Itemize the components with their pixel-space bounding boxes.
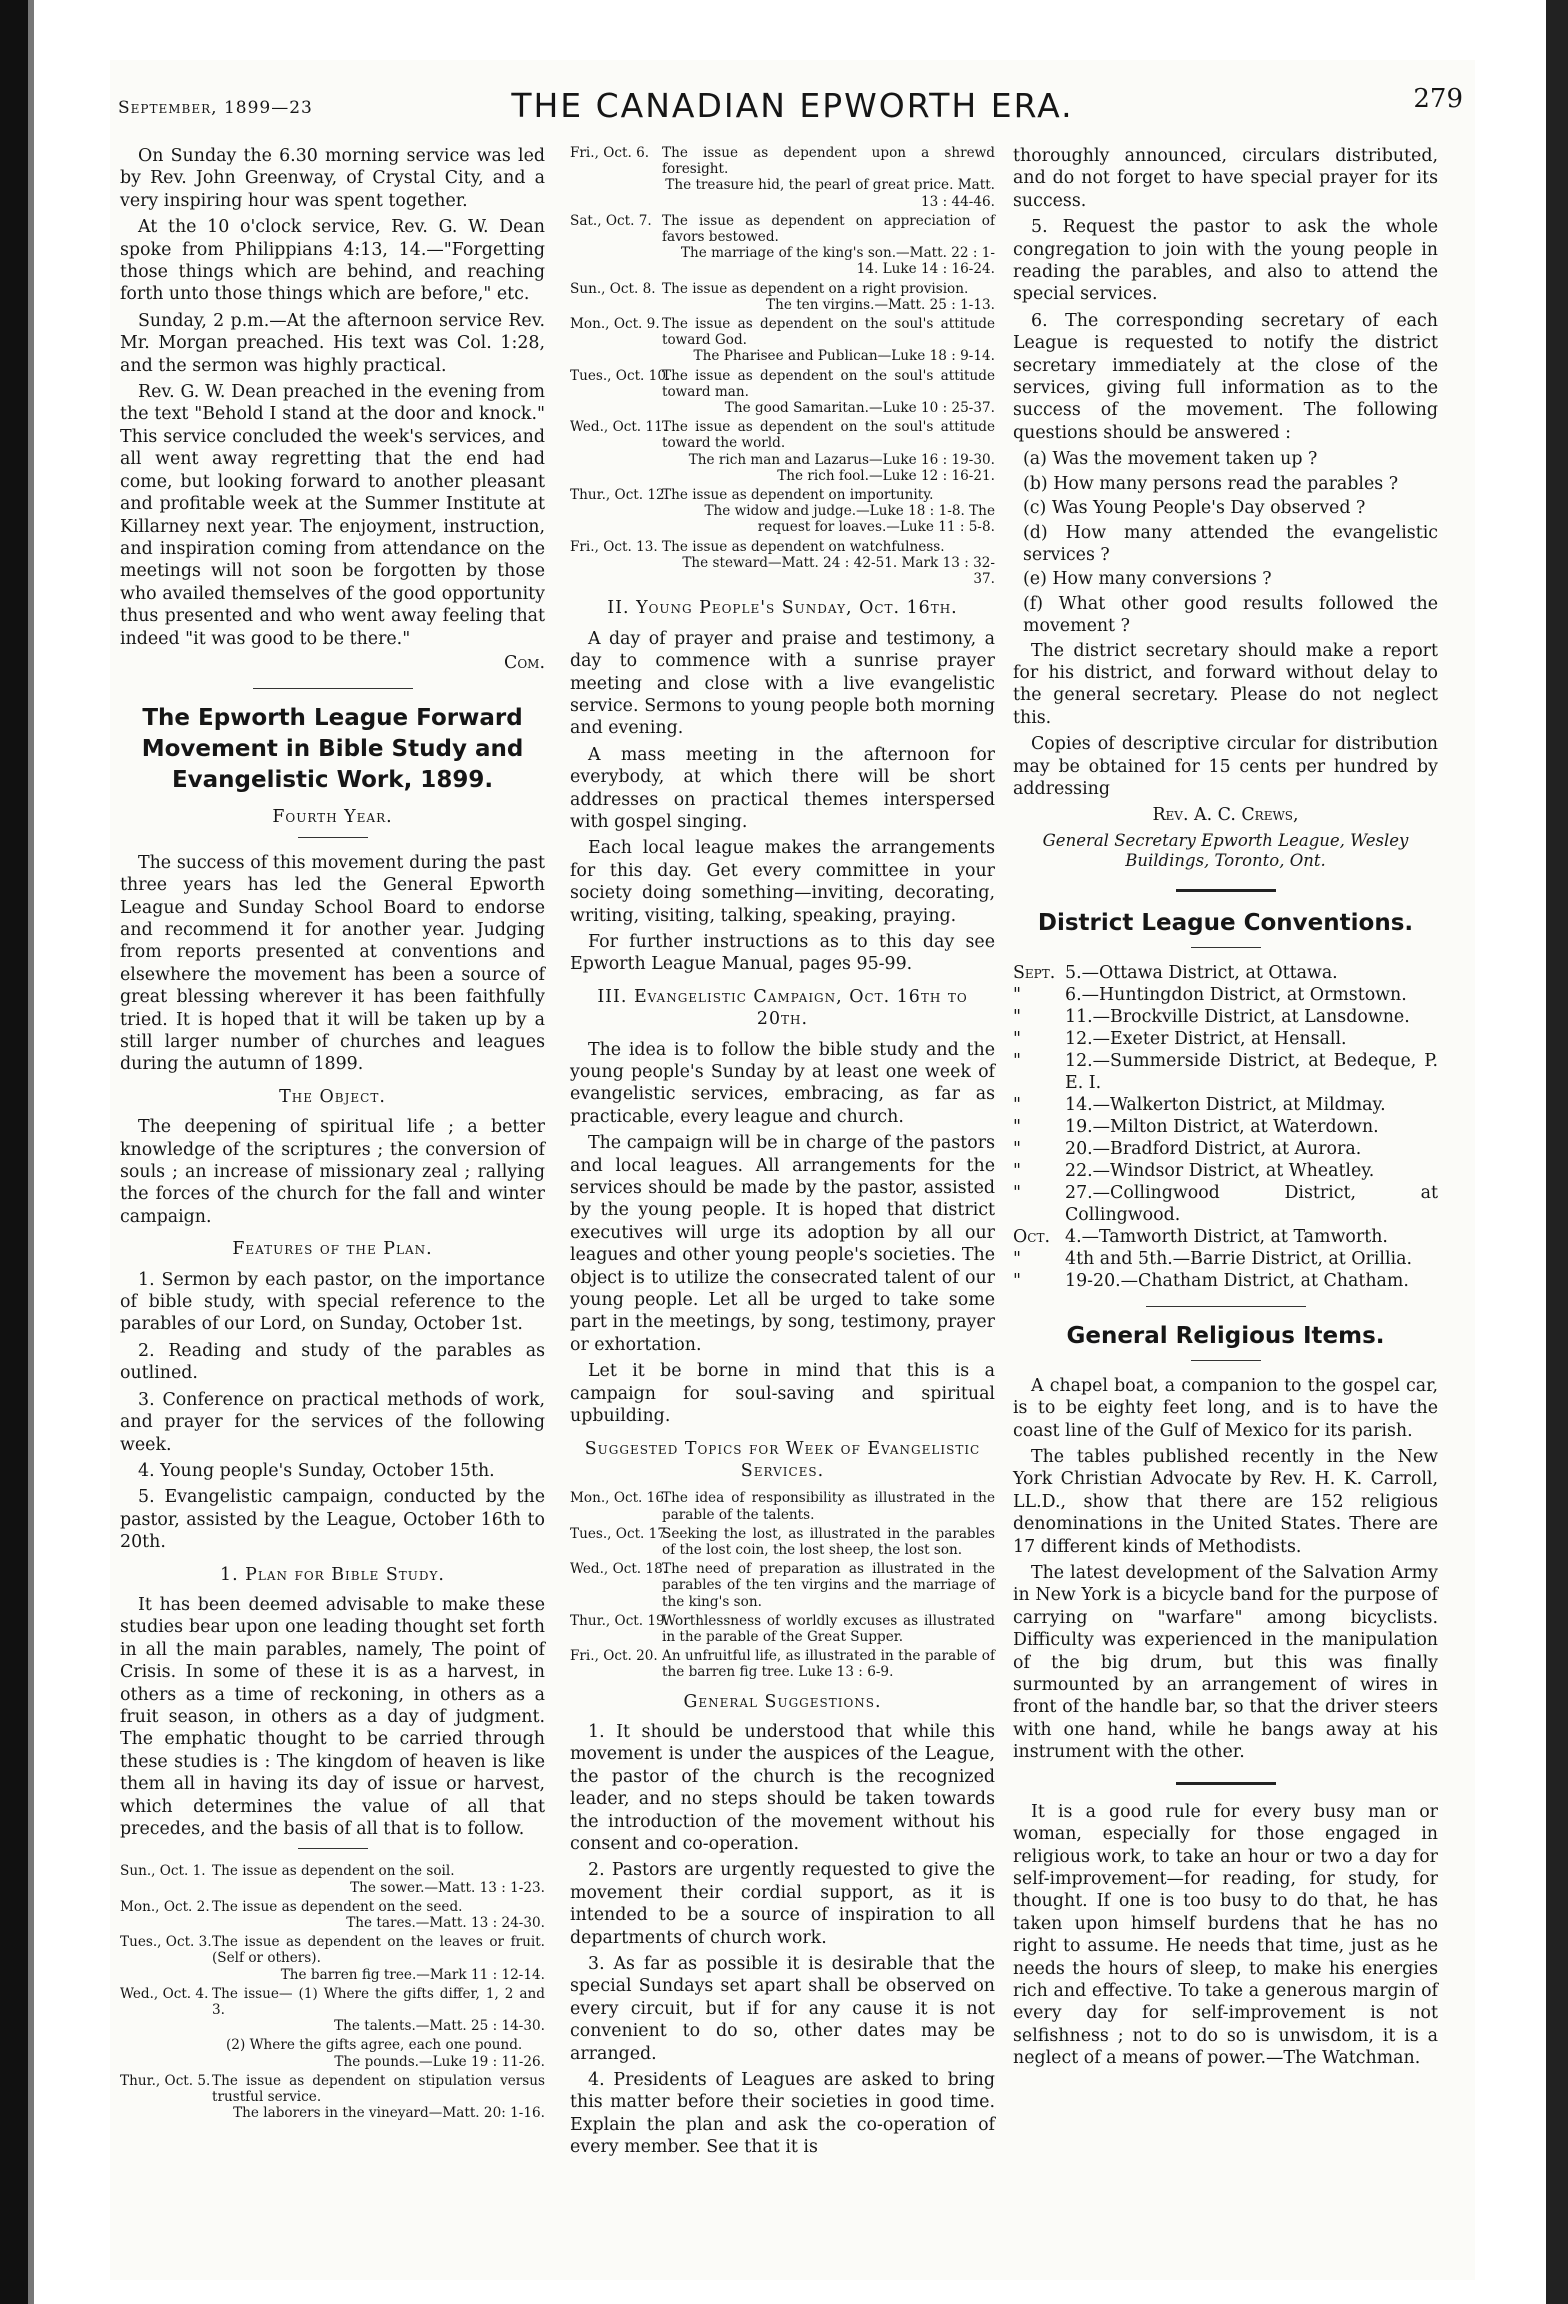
topic-day: Mon., Oct. 16. [570,1490,669,1507]
evangelistic-topics [570,1490,995,1680]
schedule-day: Sat., Oct. 7. [570,212,652,229]
schedule-row [570,213,995,278]
topic-text: The need of preparation as illustrated in the parables of the ten virgins and the marriage of the king's son. [662,1561,995,1610]
schedule-row [570,368,995,417]
topic-day: Thur., Oct. 19. [570,1612,670,1629]
issue-date: September, 1899—23 [118,98,313,118]
paragraph: The tables published recently in the New York Christian Advocate by Rev. H. K. Carroll, LL.D., show that there are 152 religious denominations in the United States. There are 17 different kinds of Methodists. [1013,1447,1438,1557]
schedule-reference: The laborers in the vineyard—Matt. 20: 1-16. [233,2105,545,2122]
topic-text: Seeking the lost, as illustrated in the parables of the lost coin, the lost sheep, the lost son. [662,1525,995,1558]
question-item: (e) How many conversions ? [1023,569,1272,590]
schedule-day: Thur., Oct. 5. [120,2072,211,2089]
convention-row [1013,1160,1438,1182]
schedule-reference: The rich man and Lazarus—Luke 16 : 19-30. The rich fool.—Luke 12 : 16-21. [688,451,995,484]
convention-month: " [1013,1006,1021,1027]
page-header [110,78,1475,138]
schedule-reference: The widow and judge.—Luke 18 : 1-8. The request for loaves.—Luke 11 : 5-8. [704,503,995,536]
column-1 [120,145,545,2131]
section-heading: II. Young People's Sunday, Oct. 16th. [607,598,958,619]
divider [1191,1360,1261,1361]
topic-text: An unfruitful life, as illustrated in the parable of the barren fig tree. Luke 13 : 6-9. [662,1648,995,1681]
paragraph: The success of this movement during the past three years has led the General Epworth League and Sunday School Board to endorse and recommend it for another year. Judging from reports presented at conventions and elsewhere the movement has been a source of great blessing wherever it has been faithfully tried. It is hoped that it will be taken up by a still larger number of churches and leagues during the autumn of 1899. [120,852,545,1075]
convention-text: 6.—Huntingdon District, at Ormstown. [1065,984,1407,1005]
convention-month: Oct. [1013,1226,1050,1247]
convention-text: 20.—Bradford District, at Aurora. [1065,1138,1362,1159]
paragraph: 4. Presidents of Leagues are asked to bring this matter before their societies in good time. Explain the plan and ask the co-operation of every member. See that it is [570,2070,995,2158]
list-item: 4. Young people's Sunday, October 15th. [138,1460,495,1481]
convention-row [1013,1094,1438,1116]
topic-row [570,1648,995,1680]
paragraph: The district secretary should make a report for his district, and forward without delay to the general secretary. Please do not neglect this. [1013,640,1438,728]
schedule-row [120,1863,545,1895]
schedule-row [570,281,995,313]
convention-text: 4th and 5th.—Barrie District, at Orillia. [1065,1248,1413,1269]
topic-row [570,1561,995,1610]
paragraph: Let it be borne in mind that this is a campaign for soul-saving and spiritual upbuilding. [570,1361,995,1427]
list-item: 3. Conference on practical methods of work, and prayer for the services of the following week. [120,1389,545,1455]
convention-month: " [1013,1160,1021,1181]
convention-row [1013,1028,1438,1050]
convention-month: " [1013,1182,1021,1203]
section-title: District League Conventions. [1037,909,1414,936]
schedule-reference: The tares.—Matt. 13 : 24-30. [346,1915,545,1932]
schedule-day: Wed., Oct. 4. [120,1985,209,2002]
paragraph: Sunday, 2 p.m.—At the afternoon service Rev. Mr. Morgan preached. His text was Col. 1:28, and the sermon was highly practical. [120,310,545,376]
paragraph: For further instructions as to this day see Epworth League Manual, pages 95-99. [570,931,995,975]
paragraph: thoroughly announced, circulars distributed, and do not forget to have special prayer for its success. [1013,146,1438,211]
section-heading: Features of the Plan. [232,1239,433,1260]
paragraph: The deepening of spiritual life ; a better knowledge of the scriptures ; the conversion of souls ; an increase of missionary zeal ; rallying the forces of the church for the fall and winter campaign. [120,1117,545,1227]
topic-day: Tues., Oct. 17. [570,1525,671,1542]
schedule-reference: The Pharisee and Publican—Luke 18 : 9-14. [693,348,995,365]
schedule-text: The issue as dependent on the soul's attitude toward God. [662,316,995,349]
convention-row [1013,1050,1438,1094]
conventions-list [1013,962,1438,1292]
list-item: 1. Sermon by each pastor, on the importance of bible study, with special reference to the parables of our Lord, on Sunday, October 1st. [120,1269,545,1335]
divider [253,688,413,689]
topic-row [570,1613,995,1645]
schedule-text: The issue as dependent on appreciation of favors bestowed. [662,212,995,246]
list-item: 5. Evangelistic campaign, conducted by the pastor, assisted by the League, October 16th to 20th. [120,1487,545,1553]
topic-text: Worthlessness of worldly excuses as illustrated in the parable of the Great Supper. [662,1612,995,1645]
schedule-reference: The sower.—Matt. 13 : 1-23. [350,1879,545,1896]
paragraph: On Sunday the 6.30 morning service was led by Rev. John Greenway, of Crystal City, and a very inspiring hour was spent together. [120,146,545,211]
schedule-row [120,1899,545,1931]
schedule-reference: The good Samaritan.—Luke 10 : 25-37. [724,400,995,417]
convention-month: " [1013,1248,1021,1269]
paragraph: Rev. G. W. Dean preached in the evening from the text "Behold I stand at the door and knock." This service concluded the week's services, and all went away regretting that the end had come, but looking forward to another pleasant and profitable week at the Summer Institute at Killarney next year. The enjoyment, instruction, and inspiration coming from attendance on the meetings will not soon be forgotten by those who availed themselves of the good opportunity thus presented and who went away feeling that indeed "it was good to be there." [120,382,545,649]
schedule-text: The issue as dependent on stipulation versus trustful service. [212,2072,545,2106]
convention-text: 19.—Milton District, at Waterdown. [1065,1116,1379,1137]
newspaper-page [110,60,1475,2280]
divider [1146,1306,1306,1307]
topic-row [570,1526,995,1558]
convention-text: 22.—Windsor District, at Wheatley. [1065,1160,1375,1181]
convention-text: 12.—Summerside District, at Bedeque, P. E. I. [1065,1050,1438,1093]
schedule-text: The issue as dependent upon a shrewd foresight. [662,145,995,178]
scan-border-left [0,0,28,2304]
convention-month: " [1013,1050,1021,1071]
publication-title: THE CANADIAN EPWORTH ERA. [511,86,1074,125]
convention-month: " [1013,1094,1021,1115]
convention-row [1013,1270,1438,1292]
section-heading: Fourth Year. [272,807,393,828]
paragraph: 3. As far as possible it is desirable that the special Sundays set apart shall be observed on every circuit, but if for any cause it is not convenient to do so, other dates may be arranged. [570,1954,995,2064]
schedule-row [570,487,995,536]
convention-row [1013,962,1438,984]
paragraph: The idea is to follow the bible study and the young people's Sunday by at least one week of evangelistic services, embracing, as far as practicable, every league and church. [570,1039,995,1127]
convention-month: " [1013,1116,1021,1137]
convention-row [1013,1248,1438,1270]
topic-text: The idea of responsibility as illustrated in the parable of the talents. [662,1490,995,1523]
convention-month: " [1013,1270,1021,1291]
schedule-day: Mon., Oct. 2. [120,1898,210,1915]
schedule-reference: The pounds.—Luke 19 : 11-26. [334,2053,545,2070]
convention-month: " [1013,1028,1021,1049]
article-title: The Epworth League Forward Movement in Bible Study and Evangelistic Work, 1899. [141,705,524,794]
divider [1176,889,1276,892]
convention-month: " [1013,984,1021,1005]
question-item: (b) How many persons read the parables ? [1023,473,1399,494]
schedule-text: The issue as dependent on the soul's attitude toward man. [662,367,995,400]
schedule-text: The issue as dependent on importunity. [662,487,934,504]
column-2 [570,145,995,2163]
paragraph: The latest development of the Salvation Army in New York is a bicycle band for the purpose of carrying on "warfare" among bicyclists. Difficulty was experienced in the manipulation of the big drum, but this was finally surmounted by an arrangement of wires in front of the handle bar, so that the driver steers with one hand, while he bangs away at his instrument with the other. [1013,1563,1438,1763]
convention-text: 5.—Ottawa District, at Ottawa. [1065,962,1338,983]
convention-text: 11.—Brockville District, at Lansdowne. [1065,1006,1410,1027]
column-3 [1013,145,1438,2074]
schedule-row [120,2037,545,2069]
schedule-text: The issue as dependent on a right provision. [662,280,969,297]
list-item: 2. Reading and study of the parables as outlined. [120,1340,545,1384]
schedule-row [120,1934,545,1983]
divider [298,1848,368,1849]
convention-text: 4.—Tamworth District, at Tamworth. [1065,1226,1388,1247]
paragraph: At the 10 o'clock service, Rev. G. W. Dean spoke from Philippians 4:13, 14.—"Forgetting those things which are behind, and reaching forth unto those things which are before," etc. [120,217,545,305]
divider [1191,947,1261,948]
signature-title: General Secretary Epworth League, Wesley Buildings, Toronto, Ont. [1042,830,1409,870]
paragraph: Each local league makes the arrangements for this day. Get every committee in your society doing something—inviting, decorating, writing, visiting, talking, speaking, praying. [570,838,995,926]
schedule-row [120,2073,545,2122]
paragraph: It is a good rule for every busy man or woman, especially for those engaged in religious work, to take an hour or two a day for self-improvement—for reading, for study, for thought. If one is too busy to do that, he has taken upon himself burdens that he has no right to assume. He needs that time, just as he needs the hours of sleep, to make his energies rich and effective. To take a generous margin of every day for self-improvement is not selfishness ; not to do so is unwisdom, it is a neglect of a means of power.—The Watchman. [1013,1801,1438,2069]
paragraph: A day of prayer and praise and testimony, a day to commence with a sunrise prayer meeting and close with a live evangelistic service. Sermons to young people both morning and evening. [570,628,995,739]
schedule-day: Tues., Oct. 10. [570,367,671,384]
schedule-row [570,145,995,210]
convention-row [1013,984,1438,1006]
convention-row [1013,1116,1438,1138]
section-heading: Suggested Topics for Week of Evangelistic Services. [584,1438,981,1481]
scan-border-gutter [28,0,34,2304]
schedule-day [120,2037,212,2069]
paragraph: Copies of descriptive circular for distribution may be obtained for 15 cents per hundred by addressing [1013,734,1438,799]
schedule-text: The issue as dependent on the soil. [212,1863,455,1880]
schedule-text: The issue as dependent on the leaves or fruit. (Self or others). [212,1934,545,1967]
convention-month: Sept. [1013,962,1056,983]
schedule-day: Fri., Oct. 6. [570,145,650,161]
section-title: General Religious Items. [1066,1322,1385,1349]
section-heading: 1. Plan for Bible Study. [220,1564,445,1585]
paragraph: 2. Pastors are urgently requested to give the movement their cordial support, as it is intended to be a source of inspiration to all departments of church work. [570,1860,995,1948]
schedule-day: Tues., Oct. 3. [120,1934,212,1951]
schedule-text: (2) Where the gifts agree, each one pound. [226,2037,523,2054]
convention-row [1013,1138,1438,1160]
schedule-reference: The ten virgins.—Matt. 25 : 1-13. [766,296,995,313]
schedule-reference: The treasure hid, the pearl of great price. Matt. 13 : 44-46. [665,177,995,210]
question-item: (c) Was Young People's Day observed ? [1023,498,1366,519]
divider [298,837,368,838]
paragraph: A mass meeting in the afternoon for everybody, at which there will be short addresses on practical themes interspersed with gospel singing. [570,744,995,832]
question-item: (d) How many attended the evangelistic services ? [1023,522,1438,565]
paragraph: 5. Request the pastor to ask the whole congregation to join with the young people in reading the parables, and also to attend the special services. [1013,217,1438,305]
schedule-text: The issue as dependent on watchfulness. [662,538,945,555]
schedule-reference: The barren fig tree.—Mark 11 : 12-14. [280,1966,545,1983]
paragraph: The campaign will be in charge of the pastors and local leagues. All arrangements for the services should be made by the pastor, assisted by the young people. It is hoped that district executives will urge its adoption by all our leagues and other young people's societies. The object is to utilize the consecrated talent of our young people. Let all be urged to take some part in the meetings, by song, testimony, prayer or exhortation. [570,1133,995,1355]
schedule-row [570,419,995,484]
paragraph: It has been deemed advisable to make these studies bear upon one leading thought set forth in all the main parables, namely, The point of Crisis. In some of these it is as a harvest, in others as a time of reckoning, in others as a fruit season, in others as a day of judgment. The emphatic thought to be carried through these studies is : The kingdom of heaven is like them all in having its day of issue or harvest, which determines the value of all that precedes, and the basis of all that is to follow. [120,1594,545,1839]
section-heading: General Suggestions. [683,1691,882,1712]
topic-day: Fri., Oct. 20. [570,1648,658,1665]
schedule-reference: The marriage of the king's son.—Matt. 22 : 1-14. Luke 14 : 16-24. [680,245,995,278]
paragraph: 6. The corresponding secretary of each League is requested to notify the district secretary immediately at the close of the services, giving full information as to the success of the movement. The following questions should be answered : [1013,310,1438,443]
convention-row [1013,1006,1438,1028]
question-item: (f) What other good results followed the movement ? [1023,593,1438,637]
bible-study-schedule-continued [570,145,995,587]
schedule-day: Fri., Oct. 13. [570,538,658,555]
convention-text: 14.—Walkerton District, at Mildmay. [1065,1094,1386,1115]
schedule-text: The issue as dependent on the seed. [212,1898,463,1915]
topic-day: Wed., Oct. 18. [570,1561,668,1578]
convention-text: 19-20.—Chatham District, at Chatham. [1065,1270,1409,1291]
schedule-row [570,316,995,365]
schedule-day: Sun., Oct. 8. [570,280,656,297]
signature: Com. [504,652,545,673]
question-item: (a) Was the movement taken up ? [1023,449,1318,470]
schedule-day: Wed., Oct. 11. [570,419,668,436]
schedule-day: Thur., Oct. 12. [570,487,670,504]
scan-border-right [1546,0,1568,2304]
paragraph: 1. It should be understood that while this movement is under the auspices of the League, the pastor of the church is the recognized leader, and no steps should be taken towards the introduction of the movement without his consent and co-operation. [570,1721,995,1854]
convention-text: 12.—Exeter District, at Hensall. [1065,1028,1347,1049]
schedule-day: Mon., Oct. 9. [570,316,660,333]
schedule-reference: The steward—Matt. 24 : 42-51. Mark 13 : 32-37. [682,554,995,588]
schedule-day: Sun., Oct. 1. [120,1863,206,1880]
convention-row [1013,1182,1438,1226]
divider [1176,1782,1276,1785]
schedule-row [570,539,995,588]
section-heading: The Object. [279,1086,386,1107]
convention-text: 27.—Collingwood District, at Collingwood. [1065,1182,1438,1225]
convention-row [1013,1226,1438,1248]
section-heading: III. Evangelistic Campaign, Oct. 16th to 20th. [597,986,968,1030]
schedule-text: The issue as dependent on the soul's attitude toward the world. [662,419,995,452]
convention-month: " [1013,1138,1021,1159]
paragraph: A chapel boat, a companion to the gospel car, is to be eighty feet long, and is to have the coast line of the Gulf of Mexico for its parish. [1013,1375,1438,1441]
schedule-text: The issue— (1) Where the gifts differ, 1, 2 and 3. [212,1985,545,2019]
schedule-row [120,1986,545,2035]
signature-name: Rev. A. C. Crews, [1152,805,1299,826]
schedule-reference: The talents.—Matt. 25 : 14-30. [334,2018,545,2035]
topic-row [570,1490,995,1522]
page-number: 279 [1413,84,1463,114]
bible-study-schedule [120,1863,545,2121]
